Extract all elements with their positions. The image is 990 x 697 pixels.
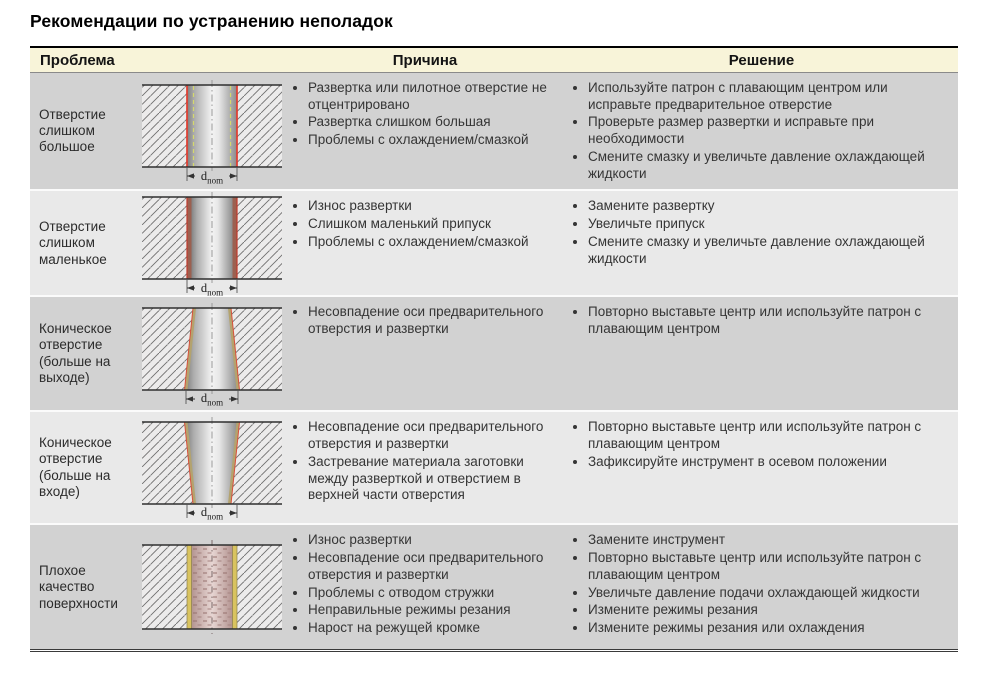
bullet-item: • Проверьте размер развертки и исправьте при необходимости: [588, 114, 954, 147]
solution-cell: [565, 525, 958, 649]
bullet-item: • Увеличьте давление подачи охлаждающей жидкости: [588, 585, 954, 602]
bullet-item: • Развертка слишком большая: [308, 114, 561, 131]
cause-cell: [285, 297, 565, 410]
hole-cross-section-illustration: [142, 191, 282, 298]
diagram-conical-wider-at-exit: [142, 302, 282, 406]
solution-cell: [565, 297, 958, 410]
dimension-label: [201, 282, 223, 298]
bullet-item: • Повторно выставьте центр или используйте патрон с плавающим центром: [588, 419, 954, 452]
bullet-item: • Увеличьте припуск: [588, 216, 954, 233]
bullet-item: • Слишком маленький припуск: [308, 216, 561, 233]
bullet-item: • Развертка или пилотное отверстие не отцентрировано: [308, 80, 561, 113]
cause-cell: [285, 412, 565, 523]
diagram-hole-too-large: [142, 79, 282, 186]
solution-list: [565, 532, 954, 636]
problem-cell: [30, 525, 285, 649]
solution-list: [565, 304, 954, 337]
bullet-item: • Проблемы с отводом стружки: [308, 585, 561, 602]
problem-label: Коническое отверстие (больше на выходе): [39, 320, 112, 386]
dim-base: d: [200, 168, 208, 183]
dim-subscript: nom: [207, 511, 224, 522]
cause-cell: [285, 73, 565, 189]
problem-cell: [30, 191, 285, 298]
bullet-item: • Застревание материала заготовки между разверткой и отверстием в верхней части отверстия: [308, 454, 561, 504]
solution-list: [565, 419, 954, 470]
column-header-problem: Проблема: [40, 52, 115, 69]
hole-cross-section-illustration: [142, 302, 282, 406]
problem-label: Отверстие слишком маленькое: [39, 218, 107, 267]
bullet-item: • Износ развертки: [308, 198, 561, 215]
bullet-item: • Нарост на режущей кромке: [308, 620, 561, 637]
bullet-item: • Несовпадение оси предварительного отверстия и развертки: [308, 304, 561, 337]
dim-subscript: nom: [207, 397, 224, 408]
solution-cell: [565, 73, 958, 189]
problem-cell: [30, 297, 285, 410]
problem-cell: [30, 73, 285, 189]
troubleshooting-table: [30, 46, 958, 652]
dim-base: d: [200, 280, 208, 295]
table-row: [30, 73, 958, 189]
bullet-item: • Смените смазку и увеличьте давление охлаждающей жидкости: [588, 234, 954, 267]
page-title: Рекомендации по устранению неполадок: [30, 11, 393, 31]
hole-cross-section-illustration: [142, 539, 282, 635]
table-row: [30, 523, 958, 649]
bullet-item: • Зафиксируйте инструмент в осевом положении: [588, 454, 954, 471]
column-header-cause: Причина: [392, 52, 458, 69]
cause-cell: [285, 525, 565, 649]
table-row: [30, 295, 958, 410]
bullet-item: • Несовпадение оси предварительного отверстия и развертки: [308, 550, 561, 583]
diagram-poor-surface-quality: [142, 539, 282, 635]
table-row: [30, 410, 958, 523]
cause-cell: [285, 191, 565, 295]
problem-label: Коническое отверстие (больше на входе): [39, 434, 112, 500]
diagram-hole-too-small: [142, 191, 282, 298]
diagram-conical-wider-at-entrance: [142, 416, 282, 520]
bullet-item: • Проблемы с охлаждением/смазкой: [308, 132, 561, 149]
cause-list: [285, 304, 561, 337]
solution-cell: [565, 191, 958, 295]
bullet-item: • Замените развертку: [588, 198, 954, 215]
bullet-item: • Неправильные режимы резания: [308, 602, 561, 619]
solution-cell: [565, 412, 958, 523]
problem-label: Отверстие слишком большое: [39, 106, 106, 155]
cause-list: [285, 532, 561, 636]
table-header-row: [30, 48, 958, 73]
bullet-item: • Замените инструмент: [588, 532, 954, 549]
dim-base: d: [200, 391, 208, 406]
dim-base: d: [200, 505, 208, 520]
bullet-item: • Измените режимы резания: [588, 602, 954, 619]
dim-subscript: nom: [207, 175, 224, 186]
bullet-item: • Смените смазку и увеличьте давление охлаждающей жидкости: [588, 149, 954, 182]
bullet-item: • Измените режимы резания или охлаждения: [588, 620, 954, 637]
problem-label: Плохое качество поверхности: [39, 562, 118, 611]
solution-list: [565, 80, 954, 182]
dimension-label: [201, 392, 223, 408]
bullet-item: • Повторно выставьте центр или используйте патрон с плавающим центром: [588, 304, 954, 337]
hole-cross-section-illustration: [142, 416, 282, 520]
dimension-label: [201, 170, 223, 186]
bullet-item: • Несовпадение оси предварительного отверстия и развертки: [308, 419, 561, 452]
hole-cross-section-illustration: [142, 79, 282, 186]
column-header-solution: Решение: [728, 52, 795, 69]
dim-subscript: nom: [207, 287, 224, 298]
cause-list: [285, 80, 561, 149]
table-row: [30, 189, 958, 298]
bullet-item: • Повторно выставьте центр или используйте патрон с плавающим центром: [588, 550, 954, 583]
problem-cell: [30, 412, 285, 523]
bullet-item: • Используйте патрон с плавающим центром или исправьте предварительное отверстие: [588, 80, 954, 113]
dimension-label: [201, 506, 223, 522]
cause-list: [285, 419, 561, 504]
solution-list: [565, 198, 954, 267]
bullet-item: • Износ развертки: [308, 532, 561, 549]
bullet-item: • Проблемы с охлаждением/смазкой: [308, 234, 561, 251]
cause-list: [285, 198, 561, 250]
